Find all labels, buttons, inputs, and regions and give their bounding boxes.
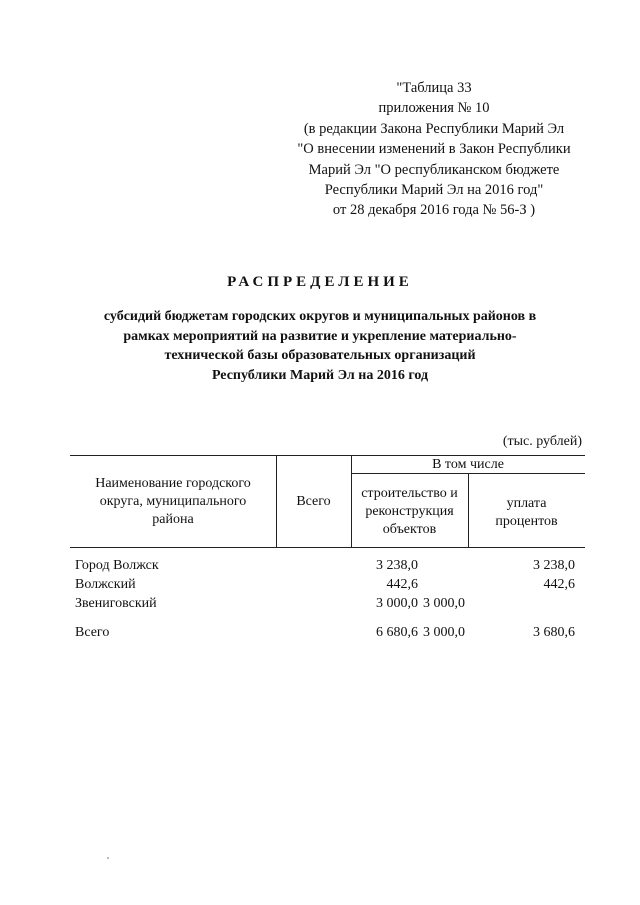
header-interest-line: процентов <box>495 514 558 529</box>
header-name-line: округа, муниципального <box>99 494 247 509</box>
header-line: Марий Эл "О республиканском бюджете <box>308 161 560 178</box>
header-construction-line: строительство и <box>361 486 458 501</box>
header-interest <box>468 495 585 531</box>
header-group: В том числе <box>432 457 504 472</box>
row-name: Звениговский <box>75 596 157 611</box>
subsidy-table <box>70 455 585 655</box>
total-construction: 3 000,0 <box>423 625 465 640</box>
row-name: Волжский <box>75 577 136 592</box>
subtitle-line: Республики Марий Эл на 2016 год <box>211 367 429 383</box>
header-line: "О внесении изменений в Закон Республики <box>297 141 571 158</box>
row-total: 3 000,0 <box>376 596 418 611</box>
header-construction-line: объектов <box>382 522 437 537</box>
total-total: 6 680,6 <box>376 625 418 640</box>
total-name: Всего <box>75 625 110 640</box>
table-row <box>70 577 585 595</box>
total-row <box>70 625 585 643</box>
header-line: от 28 декабря 2016 года № 56-З ) <box>332 202 536 219</box>
document-header <box>270 78 598 221</box>
row-interest: 3 238,0 <box>533 558 575 573</box>
row-total: 3 238,0 <box>376 558 418 573</box>
header-bottom-rule <box>70 547 585 548</box>
row-total: 442,6 <box>386 577 418 592</box>
subtitle-line: субсидий бюджетам городских округов и муниципальных районов в <box>103 309 537 324</box>
header-total: Всего <box>296 494 331 509</box>
header-name <box>70 475 276 529</box>
header-name-line: Наименование городского <box>95 476 251 491</box>
header-name-line: района <box>152 512 194 527</box>
table-row <box>70 596 585 614</box>
header-line: Республики Марий Эл на 2016 год" <box>324 182 544 199</box>
header-line: (в редакции Закона Республики Марий Эл <box>303 120 565 137</box>
table-row <box>70 558 585 576</box>
subtitle-line: рамках мероприятий на развитие и укрепление материально- <box>123 328 517 344</box>
total-interest: 3 680,6 <box>533 625 575 640</box>
header-interest-line: уплата <box>506 496 547 511</box>
units-label: (тыс. рублей) <box>502 434 582 449</box>
header-line: приложения № 10 <box>378 100 490 117</box>
scan-speck <box>107 857 109 859</box>
document-title: РАСПРЕДЕЛЕНИЕ <box>227 274 413 290</box>
header-line: "Таблица 33 <box>396 80 472 96</box>
header-construction <box>351 485 468 539</box>
subtitle-line: технической базы образовательных организаций <box>164 348 476 363</box>
row-name: Город Волжск <box>75 558 159 573</box>
row-construction: 3 000,0 <box>423 596 465 611</box>
header-construction-line: реконструкция <box>365 504 454 519</box>
row-interest: 442,6 <box>543 577 575 592</box>
document-subtitle <box>60 307 580 385</box>
